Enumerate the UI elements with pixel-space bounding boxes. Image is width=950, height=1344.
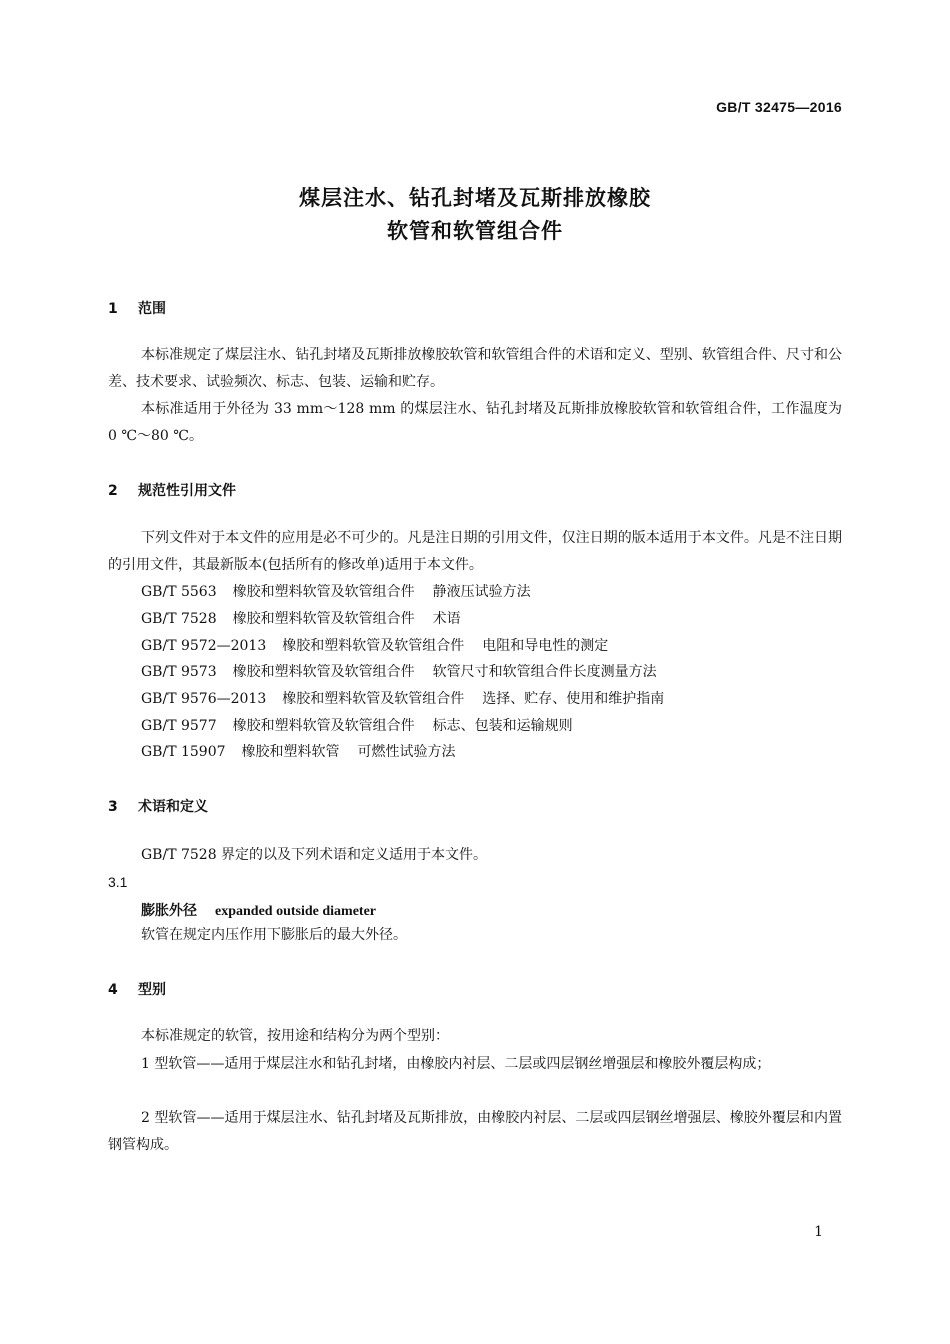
reference-code: GB/T 9577 [141, 718, 217, 734]
term-number: 3.1 [108, 874, 128, 890]
section-1-paragraph-2: 本标准适用于外径为 33 mm～128 mm 的煤层注水、钻孔封堵及瓦斯排放橡胶软管和软管组合件，工作温度为 0 ℃～80 ℃。 [108, 401, 842, 444]
reference-subtitle: 可燃性试验方法 [357, 744, 456, 760]
reference-subtitle: 术语 [432, 611, 461, 627]
reference-title: 橡胶和塑料软管及软管组合件 [282, 638, 465, 654]
page-number: 1 [814, 1224, 823, 1240]
section-title: 范围 [138, 301, 166, 317]
term-chinese: 膨胀外径 [141, 903, 197, 919]
document-title [0, 182, 950, 248]
reference-title: 橡胶和塑料软管及软管组合件 [232, 718, 415, 734]
reference-code: GB/T 7528 [141, 611, 217, 627]
reference-code: GB/T 5563 [141, 584, 217, 600]
reference-subtitle: 静液压试验方法 [432, 584, 531, 600]
reference-title: 橡胶和塑料软管及软管组合件 [232, 611, 415, 627]
reference-item [141, 582, 531, 602]
section-title: 术语和定义 [138, 799, 208, 815]
reference-item [141, 662, 657, 682]
reference-code: GB/T 9572—2013 [141, 638, 267, 654]
reference-code: GB/T 9576—2013 [141, 691, 267, 707]
section-number: 3 [108, 799, 118, 815]
section-1-paragraph-1: 本标准规定了煤层注水、钻孔封堵及瓦斯排放橡胶软管和软管组合件的术语和定义、型别、软管组合件、尺寸和公差、技术要求、试验频次、标志、包装、运输和贮存。 [108, 347, 842, 390]
reference-item [141, 742, 456, 762]
reference-title: 橡胶和塑料软管及软管组合件 [232, 584, 415, 600]
section-number: 2 [108, 483, 118, 499]
reference-title: 橡胶和塑料软管及软管组合件 [282, 691, 465, 707]
section-number: 4 [108, 982, 118, 998]
section-title: 型别 [138, 982, 166, 998]
section-2-paragraph-1: 下列文件对于本文件的应用是必不可少的。凡是注日期的引用文件，仅注日期的版本适用于本文件。凡是不注日期的引用文件，其最新版本(包括所有的修改单)适用于本文件。 [108, 530, 842, 573]
section-3-heading [108, 796, 208, 816]
reference-code: GB/T 9573 [141, 664, 217, 680]
section-title: 规范性引用文件 [138, 483, 236, 499]
reference-item [141, 716, 573, 736]
section-1-heading [108, 298, 166, 318]
term-english: expanded outside diameter [215, 904, 376, 919]
section-number: 1 [108, 301, 118, 317]
reference-title: 橡胶和塑料软管及软管组合件 [232, 664, 415, 680]
section-2-heading [108, 480, 236, 500]
reference-subtitle: 软管尺寸和软管组合件长度测量方法 [432, 664, 657, 680]
title-line-2: 软管和软管组合件 [387, 219, 563, 243]
reference-subtitle: 选择、贮存、使用和维护指南 [482, 691, 665, 707]
reference-subtitle: 标志、包装和运输规则 [432, 718, 573, 734]
section-4-heading [108, 979, 166, 999]
term-definition: 软管在规定内压作用下膨胀后的最大外径。 [141, 927, 407, 943]
reference-item [141, 689, 664, 709]
section-4-paragraph-1: 本标准规定的软管，按用途和结构分为两个型别： [141, 1028, 449, 1044]
reference-subtitle: 电阻和导电性的测定 [482, 638, 609, 654]
term-heading [141, 900, 376, 920]
section-3-paragraph-1: GB/T 7528 界定的以及下列术语和定义适用于本文件。 [141, 847, 488, 863]
reference-item [141, 609, 461, 629]
section-4-paragraph-3: 2 型软管——适用于煤层注水、钻孔封堵及瓦斯排放，由橡胶内衬层、二层或四层钢丝增强层、橡胶外覆层和内置钢管构成。 [108, 1110, 842, 1153]
reference-title: 橡胶和塑料软管 [241, 744, 340, 760]
standard-code: GB/T 32475—2016 [716, 99, 842, 115]
reference-item [141, 636, 608, 656]
reference-code: GB/T 15907 [141, 744, 226, 760]
title-line-1: 煤层注水、钻孔封堵及瓦斯排放橡胶 [299, 186, 651, 210]
section-4-paragraph-2: 1 型软管——适用于煤层注水和钻孔封堵，由橡胶内衬层、二层或四层钢丝增强层和橡胶外覆层构成； [141, 1056, 771, 1072]
